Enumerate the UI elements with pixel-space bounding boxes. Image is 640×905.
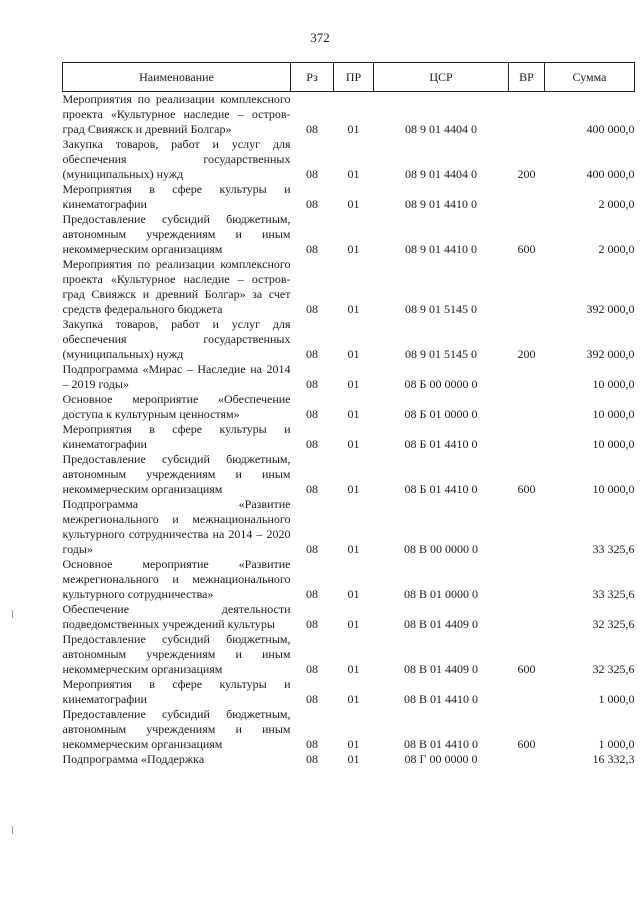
row-csr: 08 В 01 4410 0 <box>403 737 478 751</box>
row-csr: 08 В 01 4410 0 <box>403 692 478 706</box>
row-csr: 08 9 01 5145 0 <box>405 302 477 316</box>
row-sum: 392 000,0 <box>586 302 635 316</box>
table-row <box>63 422 635 452</box>
header-pr: ПР <box>334 63 374 92</box>
header-rz: Рз <box>291 63 334 92</box>
table-row <box>63 677 635 707</box>
row-rz: 08 <box>306 242 318 256</box>
row-vr: 200 <box>517 347 536 361</box>
table-row <box>63 707 635 752</box>
row-csr: 08 Б 01 4410 0 <box>404 482 478 496</box>
row-vr: 600 <box>517 482 536 496</box>
row-csr: 08 9 01 4404 0 <box>405 167 477 181</box>
table-row <box>63 392 635 422</box>
row-vr: 200 <box>517 167 536 181</box>
row-pr: 01 <box>347 737 360 751</box>
page-number: 372 <box>310 30 330 45</box>
table-row <box>63 602 635 632</box>
row-csr: 08 Б 01 4410 0 <box>404 437 478 451</box>
table-row <box>63 497 635 557</box>
table-row <box>63 137 635 182</box>
row-pr: 01 <box>347 122 360 136</box>
row-pr: 01 <box>347 542 360 556</box>
row-vr <box>509 422 545 452</box>
row-vr <box>509 557 545 602</box>
row-pr: 01 <box>347 242 360 256</box>
row-name: Мероприятия в сфере культуры и кинематографии <box>62 422 291 451</box>
row-csr: 08 В 01 4409 0 <box>403 617 478 631</box>
row-sum: 2 000,0 <box>598 197 635 211</box>
row-name: Закупка товаров, работ и услуг для обеспечения государственных (муниципальных) нужд <box>62 137 291 181</box>
row-name: Мероприятия в сфере культуры и кинематографии <box>62 182 291 211</box>
row-csr: 08 Г 00 0000 0 <box>404 752 478 766</box>
row-csr: 08 В 01 4409 0 <box>403 662 478 676</box>
row-pr: 01 <box>347 587 360 601</box>
row-name: Основное мероприятие «Развитие межрегионального и межнационального культурного сотрудничества» <box>62 557 291 601</box>
row-pr: 01 <box>347 752 360 766</box>
row-pr: 01 <box>347 617 360 631</box>
row-sum: 1 000,0 <box>598 692 635 706</box>
table-row <box>63 632 635 677</box>
table-row <box>63 212 635 257</box>
row-name: Основное мероприятие «Обеспечение доступа к культурным ценностям» <box>62 392 291 421</box>
row-sum: 392 000,0 <box>586 347 635 361</box>
row-sum: 10 000,0 <box>592 437 635 451</box>
row-name: Предоставление субсидий бюджетным, автономным учреждениям и иным некоммерческим организациям <box>62 452 291 496</box>
row-rz: 08 <box>306 737 318 751</box>
row-sum: 10 000,0 <box>592 407 635 421</box>
table-body <box>63 92 635 768</box>
row-sum: 400 000,0 <box>586 167 635 181</box>
row-pr: 01 <box>347 377 360 391</box>
row-name: Предоставление субсидий бюджетным, автономным учреждениям и иным некоммерческим организациям <box>62 632 291 676</box>
row-name: Мероприятия по реализации комплексного проекта «Культурное наследие – остров-град Свияжск и древний Болгар» <box>62 92 291 136</box>
row-pr: 01 <box>347 482 360 496</box>
row-pr: 01 <box>347 197 360 211</box>
row-name: Подпрограмма «Развитие межрегионального и межнационального культурного сотрудничества на 2014 – 2020 годы» <box>62 497 291 556</box>
row-vr <box>509 602 545 632</box>
row-vr <box>509 182 545 212</box>
row-rz: 08 <box>306 662 318 676</box>
row-rz: 08 <box>306 587 318 601</box>
row-pr: 01 <box>347 302 360 316</box>
row-name: Подпрограмма «Мирас – Наследие на 2014 – 2019 годы» <box>62 362 291 391</box>
row-sum: 1 000,0 <box>598 737 635 751</box>
row-vr <box>509 392 545 422</box>
row-vr: 600 <box>517 737 536 751</box>
row-rz: 08 <box>306 167 318 181</box>
scan-edge-mark <box>12 826 13 834</box>
row-pr: 01 <box>347 347 360 361</box>
row-sum: 10 000,0 <box>592 377 635 391</box>
row-csr: 08 9 01 4410 0 <box>405 197 477 211</box>
row-pr: 01 <box>347 167 360 181</box>
row-name: Закупка товаров, работ и услуг для обеспечения государственных (муниципальных) нужд <box>62 317 291 361</box>
row-rz: 08 <box>306 347 318 361</box>
row-rz: 08 <box>306 122 318 136</box>
table-header-row <box>63 63 635 92</box>
table-row <box>63 92 635 138</box>
row-csr: 08 Б 01 0000 0 <box>404 407 478 421</box>
row-sum: 32 325,6 <box>592 662 635 676</box>
table-row <box>63 557 635 602</box>
row-sum: 2 000,0 <box>598 242 635 256</box>
scan-edge-mark <box>12 610 13 618</box>
row-csr: 08 В 00 0000 0 <box>403 542 478 556</box>
row-vr <box>509 92 545 138</box>
row-rz: 08 <box>306 407 318 421</box>
row-sum: 16 332,3 <box>592 752 635 766</box>
row-name: Предоставление субсидий бюджетным, автономным учреждениям и иным некоммерческим организациям <box>62 212 291 256</box>
row-csr: 08 В 01 0000 0 <box>403 587 478 601</box>
row-rz: 08 <box>306 542 318 556</box>
budget-table <box>62 62 635 767</box>
row-csr: 08 Б 00 0000 0 <box>404 377 478 391</box>
row-rz: 08 <box>306 617 318 631</box>
row-vr <box>509 752 545 767</box>
header-name: Наименование <box>63 63 291 92</box>
row-pr: 01 <box>347 407 360 421</box>
header-vr: ВР <box>509 63 545 92</box>
row-rz: 08 <box>306 482 318 496</box>
row-vr <box>509 362 545 392</box>
row-sum: 10 000,0 <box>592 482 635 496</box>
table-row <box>63 317 635 362</box>
row-vr <box>509 257 545 317</box>
row-pr: 01 <box>347 692 360 706</box>
row-vr: 600 <box>517 242 536 256</box>
row-vr <box>509 677 545 707</box>
row-name: Подпрограмма «Поддержка <box>62 752 205 766</box>
row-name: Предоставление субсидий бюджетным, автономным учреждениям и иным некоммерческим организациям <box>62 707 291 751</box>
row-rz: 08 <box>306 302 318 316</box>
row-sum: 400 000,0 <box>586 122 635 136</box>
row-rz: 08 <box>306 692 318 706</box>
row-name: Обеспечение деятельности подведомственных учреждений культуры <box>62 602 291 631</box>
table-row <box>63 752 635 767</box>
row-rz: 08 <box>306 197 318 211</box>
row-vr: 600 <box>517 662 536 676</box>
row-rz: 08 <box>306 437 318 451</box>
row-name: Мероприятия в сфере культуры и кинематографии <box>62 677 291 706</box>
row-csr: 08 9 01 5145 0 <box>405 347 477 361</box>
table-row <box>63 362 635 392</box>
row-vr <box>509 497 545 557</box>
row-name: Мероприятия по реализации комплексного проекта «Культурное наследие – остров-град Свияжск и древний Болгар» за счет средств федерального бюджета <box>62 257 291 316</box>
row-rz: 08 <box>306 377 318 391</box>
row-pr: 01 <box>347 437 360 451</box>
row-sum: 33 325,6 <box>592 587 635 601</box>
row-sum: 33 325,6 <box>592 542 635 556</box>
header-csr: ЦСР <box>374 63 509 92</box>
row-csr: 08 9 01 4410 0 <box>405 242 477 256</box>
row-pr: 01 <box>347 662 360 676</box>
table-row <box>63 182 635 212</box>
header-sum: Сумма <box>545 63 635 92</box>
table-row <box>63 452 635 497</box>
row-rz: 08 <box>306 752 318 766</box>
table-row <box>63 257 635 317</box>
row-sum: 32 325,6 <box>592 617 635 631</box>
row-csr: 08 9 01 4404 0 <box>405 122 477 136</box>
